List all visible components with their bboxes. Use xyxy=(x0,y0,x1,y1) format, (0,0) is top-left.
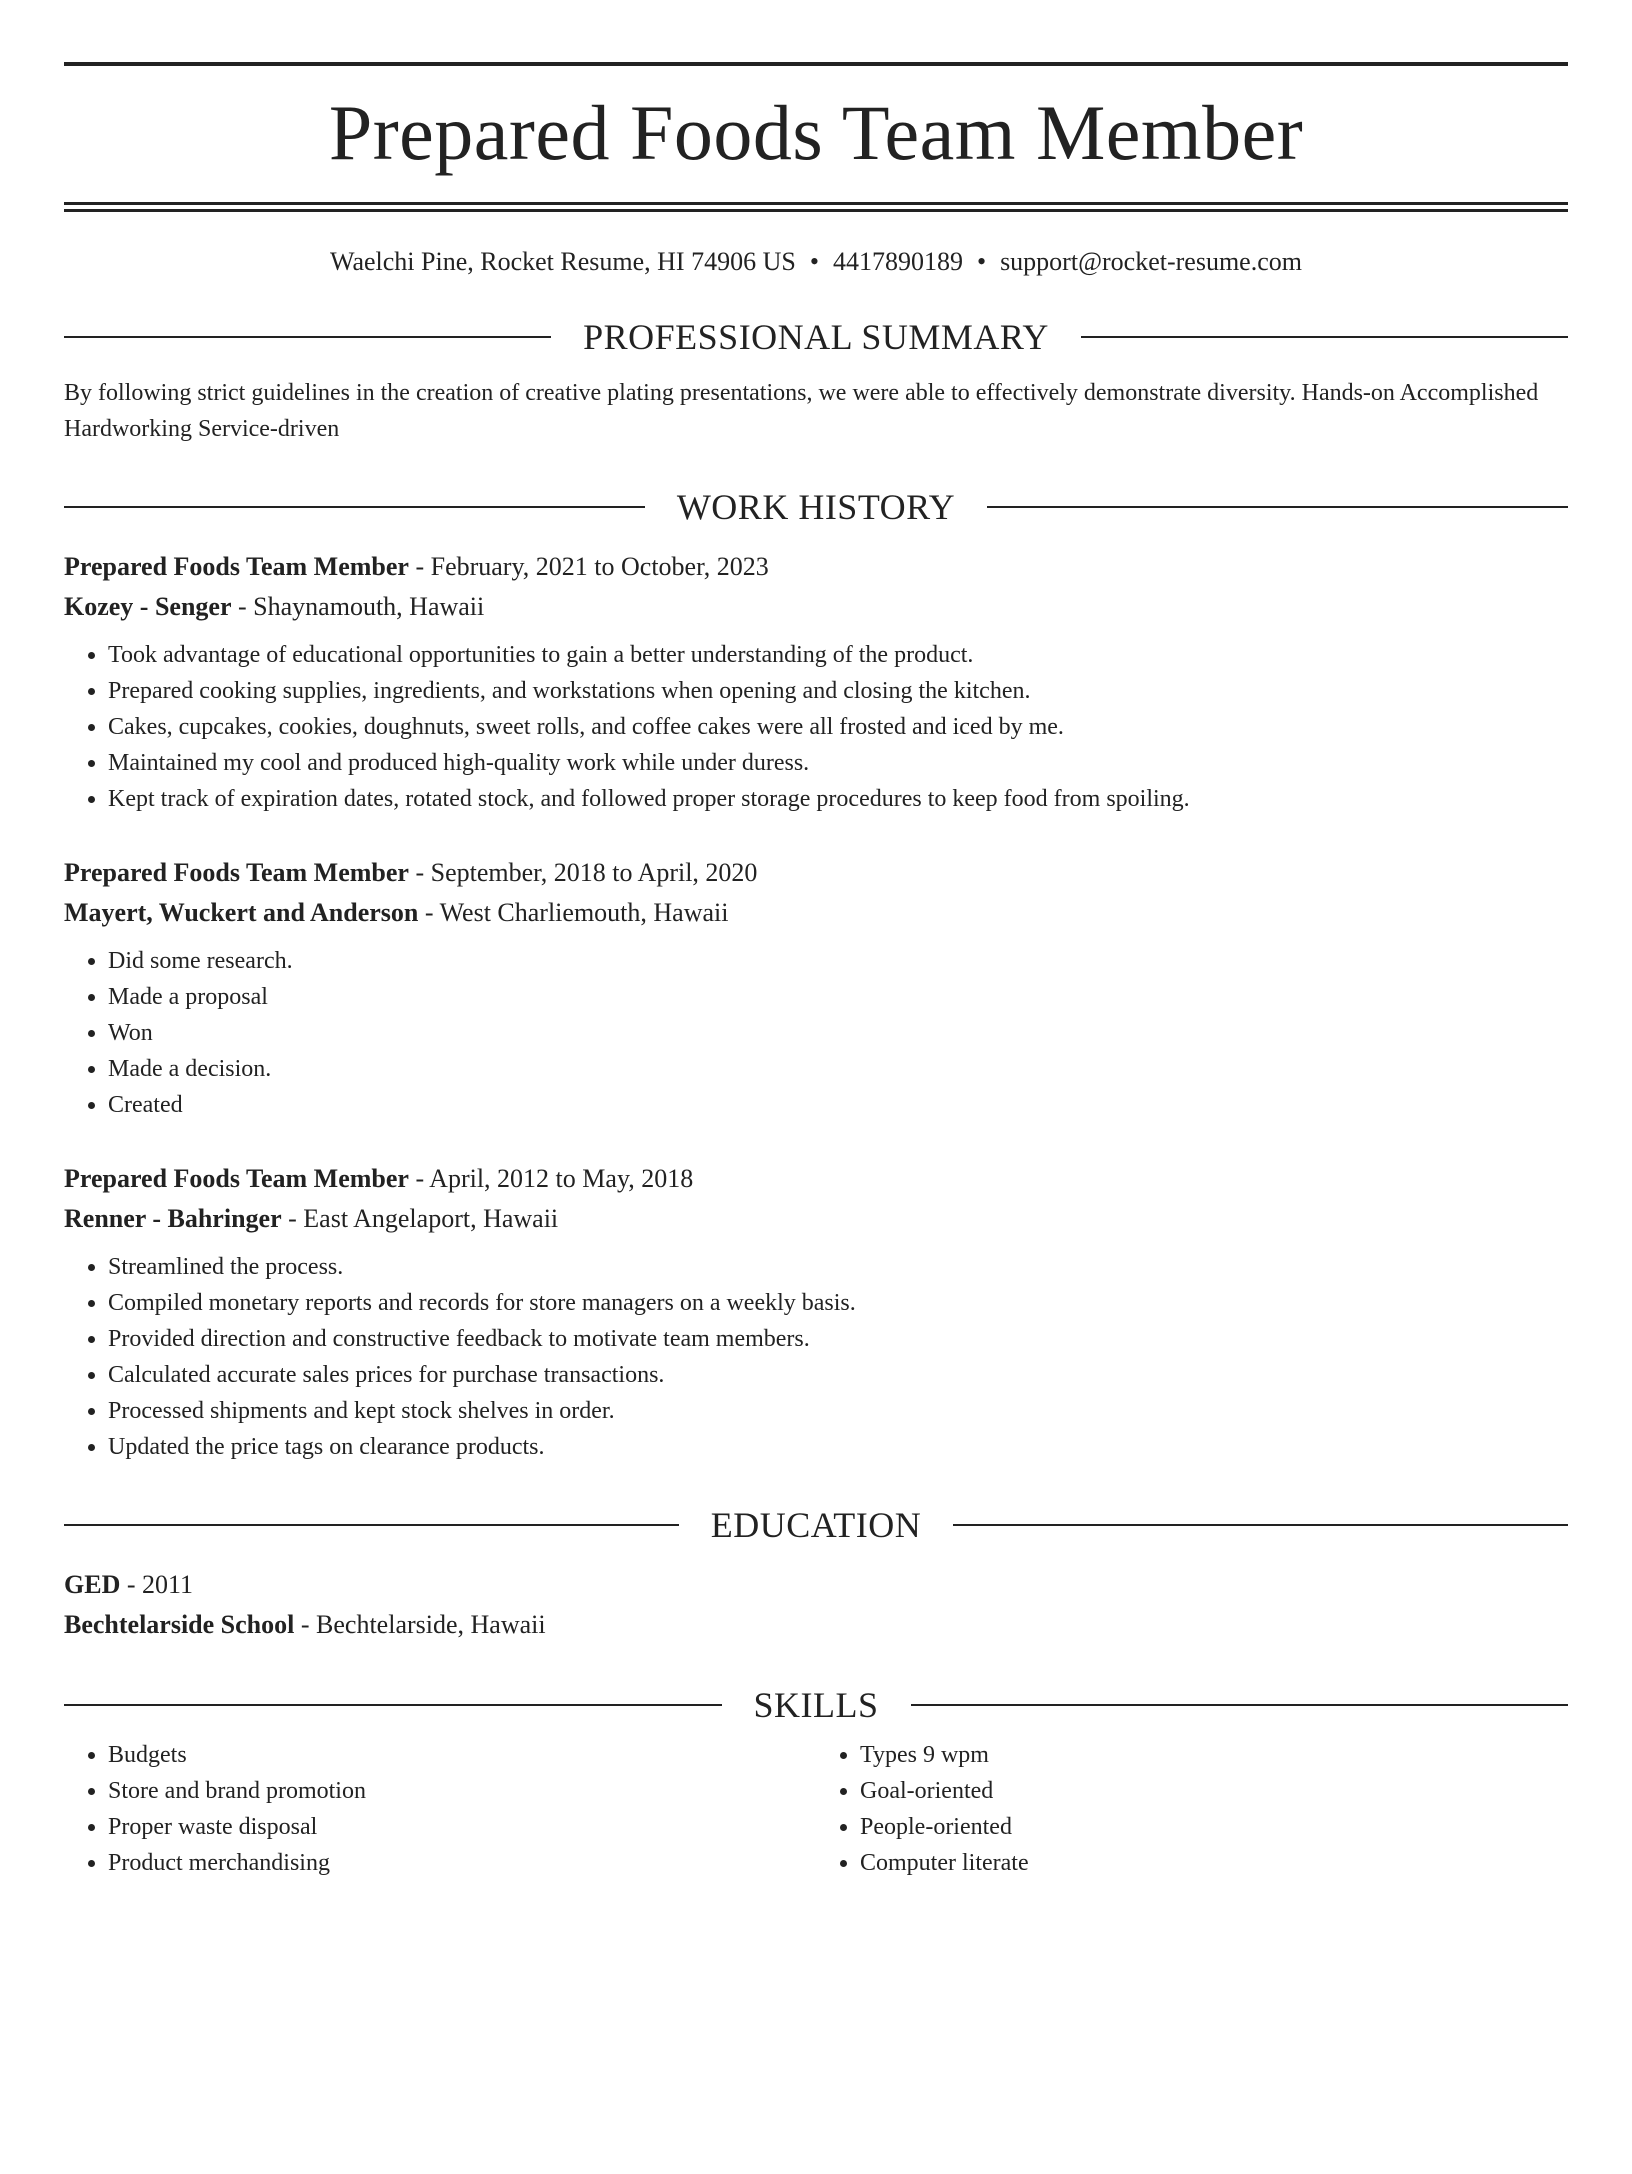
contact-phone: 4417890189 xyxy=(832,247,963,276)
job-company: Kozey - Senger xyxy=(64,592,232,622)
resume-page xyxy=(0,62,1632,2174)
contact-separator: • xyxy=(809,247,819,276)
job-dates: - September, 2018 to April, 2020 xyxy=(408,858,758,888)
job-dates: - February, 2021 to October, 2023 xyxy=(408,552,769,582)
list-item: • Won xyxy=(108,1015,1568,1051)
candidate-name: Prepared Foods Team Member xyxy=(328,89,1304,176)
education-school-line xyxy=(64,1605,1568,1645)
education-year: - 2011 xyxy=(120,1570,194,1600)
job-title-line xyxy=(64,1159,1568,1199)
top-rule xyxy=(64,62,1568,66)
education-heading-title: EDUCATION xyxy=(710,1505,922,1546)
heading-rule-right xyxy=(911,1704,1569,1706)
list-item: • Budgets xyxy=(108,1737,816,1773)
list-item: • Proper waste disposal xyxy=(108,1809,816,1845)
list-item: • Took advantage of educational opportunities to gain a better understanding of the product. xyxy=(108,637,1568,673)
contact-separator: • xyxy=(976,247,987,276)
work-heading xyxy=(64,487,1568,528)
list-item: • Product merchandising xyxy=(108,1845,816,1881)
list-item: • Goal-oriented xyxy=(860,1773,1568,1809)
list-item: • Processed shipments and kept stock shelves in order. xyxy=(108,1393,1568,1429)
heading-rule-right xyxy=(953,1524,1568,1526)
heading-rule-left xyxy=(64,1704,722,1706)
skills-right-list xyxy=(816,1737,1568,1881)
job-title-line xyxy=(64,547,1568,587)
job-title-line xyxy=(64,853,1568,893)
job-company-line xyxy=(64,893,1568,933)
job-bullets xyxy=(64,637,1568,817)
job-entry xyxy=(64,853,1568,1123)
list-item: • Provided direction and constructive feedback to motivate team members. xyxy=(108,1321,1568,1357)
education-school: Bechtelarside School xyxy=(64,1610,295,1640)
contact-email: support@rocket-resume.com xyxy=(1000,247,1302,276)
list-item: • People-oriented xyxy=(860,1809,1568,1845)
list-item: • Store and brand promotion xyxy=(108,1773,816,1809)
list-item: • Calculated accurate sales prices for purchase transactions. xyxy=(108,1357,1568,1393)
job-dates: - April, 2012 to May, 2018 xyxy=(408,1164,694,1194)
heading-rule-left xyxy=(64,1524,679,1526)
summary-heading-title: PROFESSIONAL SUMMARY xyxy=(583,317,1049,358)
list-item: • Maintained my cool and produced high-quality work while under duress. xyxy=(108,745,1568,781)
summary-heading xyxy=(64,317,1568,358)
job-company-line xyxy=(64,1199,1568,1239)
list-item: • Computer literate xyxy=(860,1845,1568,1881)
list-item: • Types 9 wpm xyxy=(860,1737,1568,1773)
job-company: Renner - Bahringer xyxy=(64,1204,282,1234)
summary-text: By following strict guidelines in the creation of creative plating presentations, we were able to effectively demonstrate diversity. Hands-on Accomplished Hardworking Service-driven xyxy=(64,380,1539,443)
contact-line xyxy=(64,246,1568,277)
list-item: • Did some research. xyxy=(108,943,1568,979)
education-entry xyxy=(64,1565,1568,1645)
skills-heading-title: SKILLS xyxy=(753,1685,879,1726)
list-item: • Made a decision. xyxy=(108,1051,1568,1087)
list-item: • Cakes, cupcakes, cookies, doughnuts, sweet rolls, and coffee cakes were all frosted and iced by me. xyxy=(108,709,1568,745)
job-company: Mayert, Wuckert and Anderson xyxy=(64,898,419,928)
heading-rule-left xyxy=(64,506,645,508)
job-entry xyxy=(64,1159,1568,1465)
job-location: - Shaynamouth, Hawaii xyxy=(231,592,485,622)
list-item: • Streamlined the process. xyxy=(108,1249,1568,1285)
header-double-rule xyxy=(64,202,1568,212)
heading-rule-right xyxy=(987,506,1568,508)
list-item: • Created xyxy=(108,1087,1568,1123)
job-title: Prepared Foods Team Member xyxy=(64,552,409,582)
job-bullets xyxy=(64,943,1568,1123)
education-degree-line xyxy=(64,1565,1568,1605)
contact-address: Waelchi Pine, Rocket Resume, HI 74906 US xyxy=(330,247,796,276)
job-location: - East Angelaport, Hawaii xyxy=(281,1204,559,1234)
job-title: Prepared Foods Team Member xyxy=(64,858,409,888)
list-item: • Prepared cooking supplies, ingredients, and workstations when opening and closing the kitchen. xyxy=(108,673,1568,709)
skills-heading xyxy=(64,1685,1568,1726)
work-heading-title: WORK HISTORY xyxy=(676,487,956,528)
job-entry xyxy=(64,547,1568,817)
education-location: - Bechtelarside, Hawaii xyxy=(294,1610,546,1640)
heading-rule-left xyxy=(64,336,551,338)
list-item: • Updated the price tags on clearance products. xyxy=(108,1429,1568,1465)
job-company-line xyxy=(64,587,1568,627)
list-item: • Made a proposal xyxy=(108,979,1568,1015)
job-bullets xyxy=(64,1249,1568,1465)
list-item: • Compiled monetary reports and records for store managers on a weekly basis. xyxy=(108,1285,1568,1321)
heading-rule-right xyxy=(1081,336,1568,338)
skills-columns xyxy=(64,1737,1568,1881)
job-location: - West Charliemouth, Hawaii xyxy=(418,898,729,928)
skills-left-list xyxy=(64,1737,816,1881)
education-heading xyxy=(64,1505,1568,1546)
list-item: • Kept track of expiration dates, rotated stock, and followed proper storage procedures to keep food from spoiling. xyxy=(108,781,1568,817)
job-title: Prepared Foods Team Member xyxy=(64,1164,409,1194)
education-degree: GED xyxy=(64,1570,121,1600)
